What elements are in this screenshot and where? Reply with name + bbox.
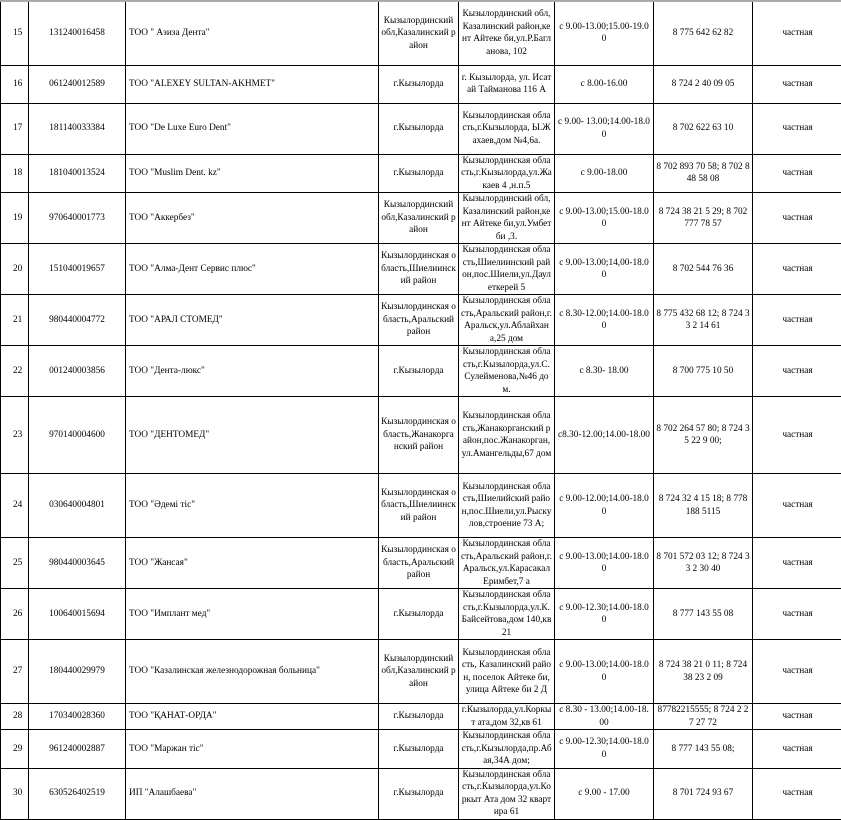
address-cell: Кызылординская область,Шиелийский район,пос.Шиели,ул.Рыскулов,строение 73 А; xyxy=(459,474,555,538)
address-cell: Кызылординская область,г.Кызылорда,ул.Жакаев 4 ,н.п.5 xyxy=(459,154,555,193)
table-row xyxy=(1,1,841,65)
ownership-type: частная xyxy=(753,244,841,295)
address-cell: Кызылординская область,Шиелиинский район,пос.Шиели,ул.Даулеткерей 5 xyxy=(459,244,555,295)
row-number: 28 xyxy=(1,704,29,730)
address-cell: Кызылординская область,г.Кызылорда,ул.С.Сулейменова,№46 дом. xyxy=(459,346,555,397)
phone-cell: 8 724 2 40 09 05 xyxy=(654,65,753,103)
working-hours: с 8.00-16.00 xyxy=(555,65,654,103)
bin-cell: 061240012589 xyxy=(29,65,126,103)
ownership-type: частная xyxy=(753,103,841,154)
bin-cell: 131240016458 xyxy=(29,1,126,65)
district-cell: г.Кызылорда xyxy=(379,346,459,397)
ownership-type: частная xyxy=(753,154,841,193)
bin-cell: 030640004801 xyxy=(29,474,126,538)
ownership-type: частная xyxy=(753,1,841,65)
table-row xyxy=(1,589,841,640)
district-cell: Кызылординский обл,Казалинский район xyxy=(379,640,459,704)
district-cell: Кызылординская область,Аральский район xyxy=(379,295,459,346)
district-cell: г.Кызылорда xyxy=(379,103,459,154)
bin-cell: 170340028360 xyxy=(29,704,126,730)
organization-name: ТОО "Әдемі тіс" xyxy=(126,474,379,538)
row-number: 20 xyxy=(1,244,29,295)
working-hours: с 9.00-12.30;14.00-18.00 xyxy=(555,730,654,769)
table-row xyxy=(1,397,841,474)
address-cell: Кызылординская область,г.Кызылорда,ул.Коркыт Ата дом 32 квартира 61 xyxy=(459,768,555,819)
table-row xyxy=(1,103,841,154)
bin-cell: 980440003645 xyxy=(29,538,126,589)
district-cell: Кызылординская область,Аральский район xyxy=(379,538,459,589)
table-row xyxy=(1,538,841,589)
ownership-type: частная xyxy=(753,346,841,397)
bin-cell: 961240002887 xyxy=(29,730,126,769)
phone-cell: 8 724 38 21 5 29; 8 702 777 78 57 xyxy=(654,193,753,244)
organization-name: ТОО "Muslim Dent. kz" xyxy=(126,154,379,193)
bin-cell: 180440029979 xyxy=(29,640,126,704)
working-hours: с 9.00- 13.00;14.00-18.00 xyxy=(555,103,654,154)
row-number: 24 xyxy=(1,474,29,538)
working-hours: с 9.00-13.00;14.00-18.00 xyxy=(555,640,654,704)
ownership-type: частная xyxy=(753,768,841,819)
phone-cell: 8 724 32 4 15 18; 8 778 188 5115 xyxy=(654,474,753,538)
row-number: 23 xyxy=(1,397,29,474)
row-number: 18 xyxy=(1,154,29,193)
district-cell: г.Кызылорда xyxy=(379,589,459,640)
organization-name: ТОО "Дента-люкс" xyxy=(126,346,379,397)
row-number: 19 xyxy=(1,193,29,244)
organization-name: ТОО "De Luxe Euro Dent" xyxy=(126,103,379,154)
table-row xyxy=(1,346,841,397)
phone-cell: 8 702 622 63 10 xyxy=(654,103,753,154)
organization-name: ТОО "ҚАНАТ-ОРДА" xyxy=(126,704,379,730)
working-hours: с 9.00-13.00;14.00-18.00 xyxy=(555,538,654,589)
district-cell: г.Кызылорда xyxy=(379,704,459,730)
address-cell: Кызылординская область,Аральский район,г.Аральск,ул.Карасакал Еримбет,7 а xyxy=(459,538,555,589)
address-cell: Кызылординская область,г.Кызылорда,пр.Абая,34А дом; xyxy=(459,730,555,769)
table-row xyxy=(1,65,841,103)
row-number: 21 xyxy=(1,295,29,346)
address-cell: Кызылординская область, Казалинский район, поселок Айтеке би, улица Айтеке би 2 Д xyxy=(459,640,555,704)
address-cell: Кызылординская область,Жанакорганский район,пос.Жанакорган, ул.Амангельды,67 дом xyxy=(459,397,555,474)
phone-cell: 8 700 775 10 50 xyxy=(654,346,753,397)
table-row xyxy=(1,474,841,538)
ownership-type: частная xyxy=(753,193,841,244)
working-hours: с 9.00-12.00;14.00-18.00 xyxy=(555,474,654,538)
phone-cell: 8 702 544 76 36 xyxy=(654,244,753,295)
table-row xyxy=(1,295,841,346)
address-cell: Кызылординская область,г.Кызылорда, Ы.Жахаев,дом №4,6а. xyxy=(459,103,555,154)
working-hours: с 8.30- 18.00 xyxy=(555,346,654,397)
ownership-type: частная xyxy=(753,704,841,730)
ownership-type: частная xyxy=(753,640,841,704)
bin-cell: 181040013524 xyxy=(29,154,126,193)
phone-cell: 8 701 572 03 12; 8 724 33 2 30 40 xyxy=(654,538,753,589)
working-hours: с 9.00-13.00;14,00-18.00 xyxy=(555,244,654,295)
district-cell: Кызылординский обл,Казалинский район xyxy=(379,1,459,65)
phone-cell: 8 702 893 70 58; 8 702 848 58 08 xyxy=(654,154,753,193)
address-cell: Кызылординская область,Аральский район,г.Аральск,ул.Аблайхана,25 дом xyxy=(459,295,555,346)
district-cell: г.Кызылорда xyxy=(379,730,459,769)
phone-cell: 8 775 432 68 12; 8 724 33 2 14 61 xyxy=(654,295,753,346)
phone-cell: 8 702 264 57 80; 8 724 35 22 9 00; xyxy=(654,397,753,474)
district-cell: Кызылординская область,Жанакорганский район xyxy=(379,397,459,474)
working-hours: с8.30-12.00;14.00-18.00 xyxy=(555,397,654,474)
organization-name: ТОО " Азиза Дента" xyxy=(126,1,379,65)
phone-cell: 8 775 642 62 82 xyxy=(654,1,753,65)
ownership-type: частная xyxy=(753,295,841,346)
organization-name: ТОО "Алма-Дент Сервис плюс" xyxy=(126,244,379,295)
ownership-type: частная xyxy=(753,397,841,474)
bin-cell: 001240003856 xyxy=(29,346,126,397)
phone-cell: 8 724 38 21 0 11; 8 724 38 23 2 09 xyxy=(654,640,753,704)
bin-cell: 630526402519 xyxy=(29,768,126,819)
working-hours: с 9.00-13.00;15.00-19.00 xyxy=(555,1,654,65)
working-hours: с 9.00 - 17.00 xyxy=(555,768,654,819)
bin-cell: 970140004600 xyxy=(29,397,126,474)
organization-name: ТОО "ALEXEY SULTAN-AKHMET" xyxy=(126,65,379,103)
district-cell: Кызылординская область,Шиелиинский район xyxy=(379,244,459,295)
row-number: 17 xyxy=(1,103,29,154)
address-cell: Кызылординский обл,Казалинский район,кент Айтеке би,ул.Р.Багланова, 102 xyxy=(459,1,555,65)
district-cell: г.Кызылорда xyxy=(379,65,459,103)
organization-name: ТОО "Аккербез" xyxy=(126,193,379,244)
row-number: 22 xyxy=(1,346,29,397)
table-row xyxy=(1,640,841,704)
table-row xyxy=(1,768,841,819)
working-hours: с 8.30-12.00;14.00-18.00 xyxy=(555,295,654,346)
working-hours: с 9.00-13.00;15.00-18.00 xyxy=(555,193,654,244)
ownership-type: частная xyxy=(753,538,841,589)
organization-name: ТОО "Жансая" xyxy=(126,538,379,589)
organization-name: ТОО "Маржан тіс" xyxy=(126,730,379,769)
address-cell: Кызылординский обл,Казалинский район,кент Айтеке би,ул.Умбет би ,3. xyxy=(459,193,555,244)
table-row xyxy=(1,704,841,730)
phone-cell: 87782215555; 8 724 2 27 27 72 xyxy=(654,704,753,730)
bin-cell: 151040019657 xyxy=(29,244,126,295)
bin-cell: 181140033384 xyxy=(29,103,126,154)
table-row xyxy=(1,193,841,244)
row-number: 27 xyxy=(1,640,29,704)
table-row xyxy=(1,244,841,295)
phone-cell: 8 777 143 55 08 xyxy=(654,589,753,640)
district-cell: Кызылординский обл,Казалинский район xyxy=(379,193,459,244)
row-number: 25 xyxy=(1,538,29,589)
bin-cell: 100640015694 xyxy=(29,589,126,640)
row-number: 29 xyxy=(1,730,29,769)
ownership-type: частная xyxy=(753,65,841,103)
table-row xyxy=(1,154,841,193)
row-number: 15 xyxy=(1,1,29,65)
address-cell: г.Кызылорда,ул.Коркыт ата,дом 32,кв 61 xyxy=(459,704,555,730)
address-cell: г. Кызылорда, ул. Исатай Тайманова 116 А xyxy=(459,65,555,103)
organization-name: ТОО "Казалинская железнодорожная больница" xyxy=(126,640,379,704)
row-number: 26 xyxy=(1,589,29,640)
phone-cell: 8 777 143 55 08; xyxy=(654,730,753,769)
district-cell: Кызылординская область,Шиелиинский район xyxy=(379,474,459,538)
working-hours: с 9.00-18.00 xyxy=(555,154,654,193)
table-row xyxy=(1,730,841,769)
organization-name: ИП "Алашбаева" xyxy=(126,768,379,819)
district-cell: г.Кызылорда xyxy=(379,768,459,819)
working-hours: с 9.00-12.30;14.00-18.00 xyxy=(555,589,654,640)
row-number: 16 xyxy=(1,65,29,103)
ownership-type: частная xyxy=(753,474,841,538)
address-cell: Кызылординская область,г.Кызылорда,ул.К.Байсейтова,дом 140,кв 21 xyxy=(459,589,555,640)
bin-cell: 980440004772 xyxy=(29,295,126,346)
organization-name: ТОО "АРАЛ СТОМЕД" xyxy=(126,295,379,346)
organization-name: ТОО "ДЕНТОМЕД" xyxy=(126,397,379,474)
ownership-type: частная xyxy=(753,730,841,769)
ownership-type: частная xyxy=(753,589,841,640)
bin-cell: 970640001773 xyxy=(29,193,126,244)
phone-cell: 8 701 724 93 67 xyxy=(654,768,753,819)
district-cell: г.Кызылорда xyxy=(379,154,459,193)
working-hours: с 8.30 - 13.00;14.00-18.00 xyxy=(555,704,654,730)
row-number: 30 xyxy=(1,768,29,819)
organization-name: ТОО "Имплант мед" xyxy=(126,589,379,640)
